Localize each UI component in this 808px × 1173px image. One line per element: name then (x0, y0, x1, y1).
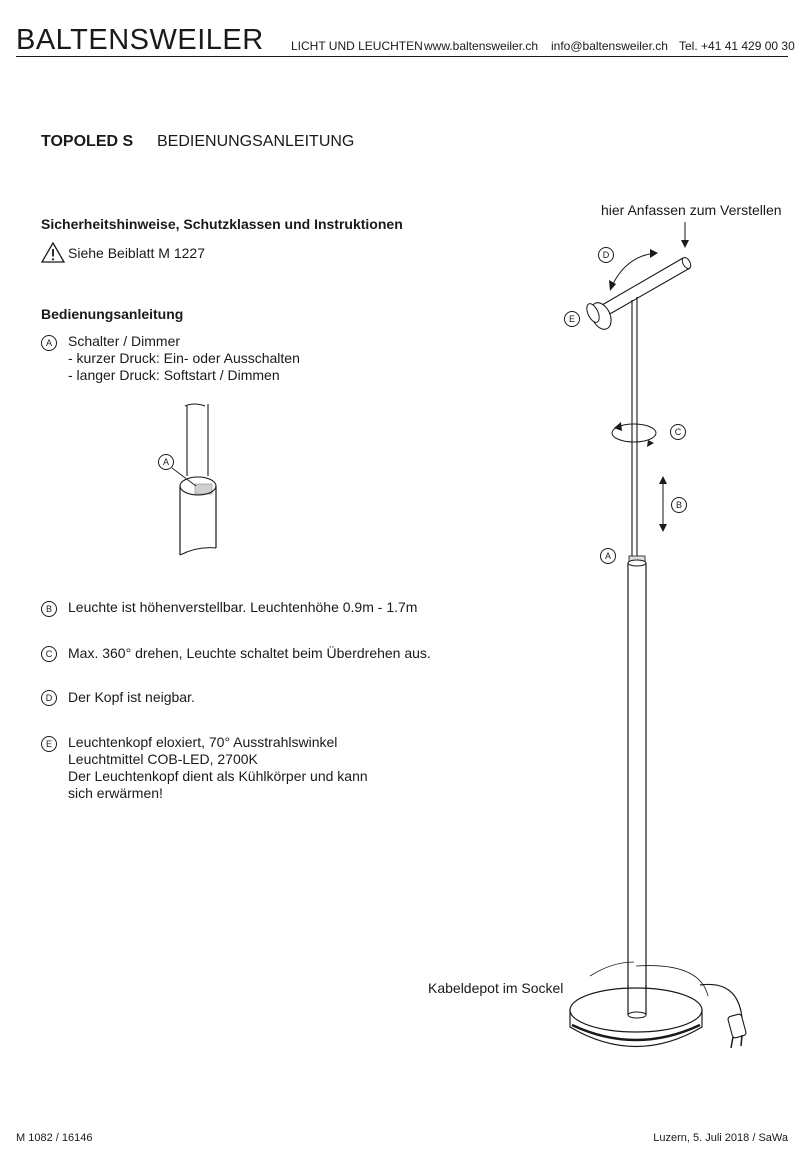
detail-label-a: A (158, 454, 174, 470)
warning-icon (41, 242, 65, 263)
grip-label: hier Anfassen zum Verstellen (601, 202, 782, 218)
marker-a: A (41, 335, 57, 351)
lamp-label-b: B (671, 497, 687, 513)
product-title: TOPOLED S (41, 133, 134, 150)
lamp-label-a: A (600, 548, 616, 564)
tagline: LICHT UND LEUCHTEN (291, 39, 423, 53)
brand-logo: BALTENSWEILER (16, 24, 264, 56)
item-c-text: Max. 360° drehen, Leuchte schaltet beim Überdrehen aus. (68, 645, 431, 661)
marker-c: C (41, 646, 57, 662)
item-b-text: Leuchte ist höhenverstellbar. Leuchtenhöhe 0.9m - 1.7m (68, 599, 418, 615)
item-a-line-1: Schalter / Dimmer (68, 333, 181, 349)
item-e-line-1: Leuchtenkopf eloxiert, 70° Ausstrahlswinkel (68, 734, 338, 750)
base-label: Kabeldepot im Sockel (428, 980, 564, 996)
marker-e: E (41, 736, 57, 752)
document-type: BEDIENUNGSANLEITUNG (157, 133, 355, 150)
doc-date: Luzern, 5. Juli 2018 / SaWa (653, 1132, 788, 1144)
item-e-line-4: sich erwärmen! (68, 785, 163, 801)
lamp-label-d: D (598, 247, 614, 263)
safety-heading: Sicherheitshinweise, Schutzklassen und Instruktionen (41, 216, 403, 232)
lamp-label-e: E (564, 311, 580, 327)
marker-d: D (41, 690, 57, 706)
item-d-text: Der Kopf ist neigbar. (68, 689, 195, 705)
doc-number: M 1082 / 16146 (16, 1132, 93, 1144)
safety-note: Siehe Beiblatt M 1227 (68, 245, 205, 261)
phone-number: Tel. +41 41 429 00 30 (679, 39, 795, 53)
header-divider (16, 56, 788, 57)
email-link[interactable]: info@baltensweiler.ch (551, 39, 668, 53)
item-e-line-3: Der Leuchtenkopf dient als Kühlkörper und kann (68, 768, 368, 784)
marker-b: B (41, 601, 57, 617)
website-link[interactable]: www.baltensweiler.ch (424, 39, 539, 53)
switch-detail-drawing (150, 398, 230, 558)
item-e-line-2: Leuchtmittel COB-LED, 2700K (68, 751, 258, 767)
lamp-drawing (540, 215, 790, 1075)
instructions-heading: Bedienungsanleitung (41, 306, 184, 322)
item-a-line-3: - langer Druck: Softstart / Dimmen (68, 367, 280, 383)
lamp-label-c: C (670, 424, 686, 440)
item-a-line-2: - kurzer Druck: Ein- oder Ausschalten (68, 350, 300, 366)
